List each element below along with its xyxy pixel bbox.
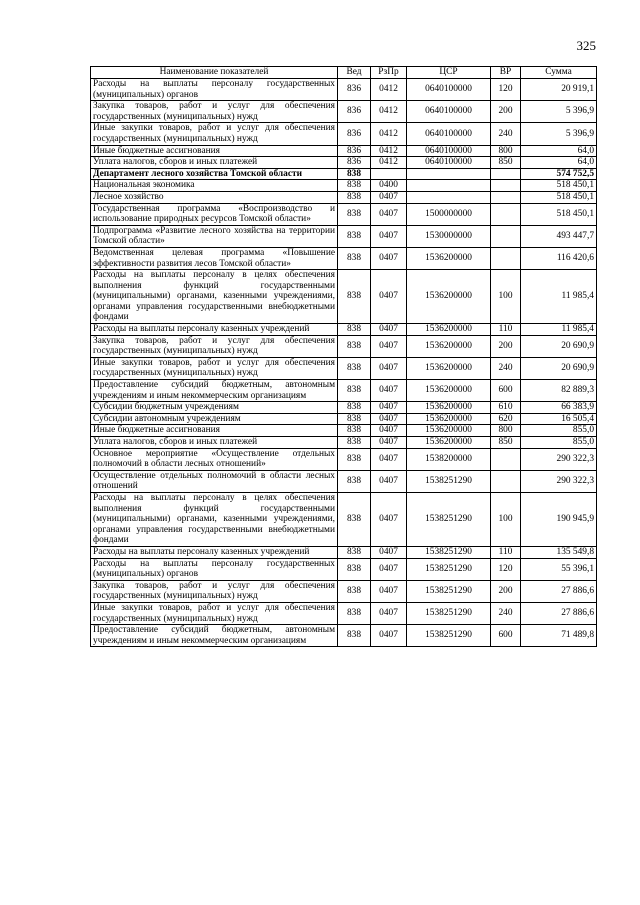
- cell-vr: 600: [491, 380, 521, 402]
- cell-name: Закупка товаров, работ и услуг для обеспечения государственных (муниципальных) нужд: [91, 580, 338, 602]
- cell-name: Расходы на выплаты персоналу казенных учреждений: [91, 324, 338, 336]
- cell-name: Расходы на выплаты персоналу казенных учреждений: [91, 546, 338, 558]
- header-sum: Сумма: [521, 67, 597, 79]
- cell-ved: 838: [338, 492, 371, 546]
- cell-ved: 838: [338, 602, 371, 624]
- cell-rzpr: 0407: [371, 558, 407, 580]
- cell-ved: 838: [338, 625, 371, 647]
- cell-name: Уплата налогов, сборов и иных платежей: [91, 157, 338, 169]
- cell-sum: 290 322,3: [521, 448, 597, 470]
- cell-ved: 838: [338, 413, 371, 425]
- cell-csr: 1500000000: [407, 203, 491, 225]
- cell-ved: 836: [338, 157, 371, 169]
- cell-csr: 0640100000: [407, 157, 491, 169]
- cell-csr: 1536200000: [407, 357, 491, 379]
- table-row: [91, 168, 597, 180]
- cell-rzpr: 0407: [371, 413, 407, 425]
- table-row: [91, 203, 597, 225]
- cell-name: Закупка товаров, работ и услуг для обеспечения государственных (муниципальных) нужд: [91, 101, 338, 123]
- table-row: [91, 79, 597, 101]
- cell-csr: 1536200000: [407, 324, 491, 336]
- cell-rzpr: 0407: [371, 448, 407, 470]
- cell-csr: 1538251290: [407, 470, 491, 492]
- cell-sum: 518 450,1: [521, 180, 597, 192]
- table-row: [91, 558, 597, 580]
- cell-ved: 838: [338, 448, 371, 470]
- table-row: [91, 470, 597, 492]
- cell-vr: [491, 448, 521, 470]
- cell-vr: 800: [491, 425, 521, 437]
- cell-rzpr: 0412: [371, 123, 407, 145]
- table-row: [91, 437, 597, 449]
- cell-csr: 0640100000: [407, 101, 491, 123]
- cell-ved: 838: [338, 203, 371, 225]
- cell-ved: 838: [338, 225, 371, 247]
- cell-vr: 610: [491, 402, 521, 414]
- cell-ved: 838: [338, 402, 371, 414]
- cell-csr: 1536200000: [407, 437, 491, 449]
- cell-csr: 0640100000: [407, 145, 491, 157]
- cell-csr: 0640100000: [407, 123, 491, 145]
- cell-sum: 190 945,9: [521, 492, 597, 546]
- cell-vr: 850: [491, 437, 521, 449]
- header-csr: ЦСР: [407, 67, 491, 79]
- cell-vr: 100: [491, 270, 521, 324]
- cell-name: Иные бюджетные ассигнования: [91, 145, 338, 157]
- cell-ved: 838: [338, 425, 371, 437]
- cell-ved: 836: [338, 145, 371, 157]
- table-row: [91, 448, 597, 470]
- cell-csr: 1538251290: [407, 625, 491, 647]
- cell-name: Расходы на выплаты персоналу государственных (муниципальных) органов: [91, 79, 338, 101]
- cell-ved: 838: [338, 270, 371, 324]
- cell-sum: 116 420,6: [521, 247, 597, 269]
- cell-ved: 838: [338, 580, 371, 602]
- cell-vr: 600: [491, 625, 521, 647]
- cell-name: Иные бюджетные ассигнования: [91, 425, 338, 437]
- cell-ved: 836: [338, 79, 371, 101]
- cell-name: Расходы на выплаты персоналу государственных (муниципальных) органов: [91, 558, 338, 580]
- cell-ved: 838: [338, 558, 371, 580]
- cell-rzpr: 0407: [371, 270, 407, 324]
- cell-csr: 0640100000: [407, 79, 491, 101]
- cell-vr: 200: [491, 101, 521, 123]
- table-row: [91, 357, 597, 379]
- cell-name: Субсидии бюджетным учреждениям: [91, 402, 338, 414]
- cell-name: Ведомственная целевая программа «Повышение эффективности развития лесов Томской области»: [91, 247, 338, 269]
- table-row: [91, 123, 597, 145]
- cell-sum: 5 396,9: [521, 101, 597, 123]
- cell-sum: 66 383,9: [521, 402, 597, 414]
- cell-name: Иные закупки товаров, работ и услуг для обеспечения государственных (муниципальных) нужд: [91, 357, 338, 379]
- cell-sum: 64,0: [521, 145, 597, 157]
- cell-sum: 55 396,1: [521, 558, 597, 580]
- cell-ved: 838: [338, 247, 371, 269]
- cell-csr: 1536200000: [407, 335, 491, 357]
- cell-vr: 240: [491, 602, 521, 624]
- table-row: [91, 270, 597, 324]
- table-row: [91, 324, 597, 336]
- cell-csr: 1538251290: [407, 546, 491, 558]
- header-vr: ВР: [491, 67, 521, 79]
- cell-ved: 838: [338, 168, 371, 180]
- cell-csr: [407, 168, 491, 180]
- table-row: [91, 413, 597, 425]
- cell-rzpr: 0407: [371, 203, 407, 225]
- cell-name: Уплата налогов, сборов и иных платежей: [91, 437, 338, 449]
- header-ved: Вед: [338, 67, 371, 79]
- table-row: [91, 380, 597, 402]
- cell-rzpr: 0412: [371, 145, 407, 157]
- cell-rzpr: 0407: [371, 335, 407, 357]
- table-row: [91, 492, 597, 546]
- cell-sum: 11 985,4: [521, 324, 597, 336]
- cell-name: Национальная экономика: [91, 180, 338, 192]
- cell-vr: [491, 191, 521, 203]
- cell-sum: 27 886,6: [521, 602, 597, 624]
- cell-ved: 838: [338, 470, 371, 492]
- cell-csr: 1536200000: [407, 270, 491, 324]
- cell-vr: [491, 168, 521, 180]
- cell-rzpr: 0407: [371, 470, 407, 492]
- table-row: [91, 225, 597, 247]
- cell-rzpr: 0407: [371, 625, 407, 647]
- cell-name: Расходы на выплаты персоналу в целях обеспечения выполнения функций государственными (муниципальными) органами, казенными учреждениями, органами управления государственными внебюджетными фондами: [91, 270, 338, 324]
- cell-rzpr: 0407: [371, 492, 407, 546]
- cell-sum: 27 886,6: [521, 580, 597, 602]
- table-row: [91, 180, 597, 192]
- cell-name: Осуществление отдельных полномочий в области лесных отношений: [91, 470, 338, 492]
- cell-rzpr: 0412: [371, 79, 407, 101]
- cell-ved: 836: [338, 123, 371, 145]
- cell-csr: 1538251290: [407, 492, 491, 546]
- cell-sum: 518 450,1: [521, 203, 597, 225]
- cell-sum: 64,0: [521, 157, 597, 169]
- table-row: [91, 602, 597, 624]
- cell-rzpr: 0400: [371, 180, 407, 192]
- cell-name: Государственная программа «Воспроизводство и использование природных ресурсов Томской области»: [91, 203, 338, 225]
- cell-vr: [491, 203, 521, 225]
- cell-vr: 240: [491, 123, 521, 145]
- cell-rzpr: [371, 168, 407, 180]
- cell-name: Субсидии автономным учреждениям: [91, 413, 338, 425]
- cell-sum: 11 985,4: [521, 270, 597, 324]
- cell-rzpr: 0407: [371, 546, 407, 558]
- cell-ved: 838: [338, 191, 371, 203]
- cell-rzpr: 0407: [371, 324, 407, 336]
- table-row: [91, 101, 597, 123]
- cell-sum: 20 690,9: [521, 335, 597, 357]
- cell-csr: 1538200000: [407, 448, 491, 470]
- cell-name: Предоставление субсидий бюджетным, автономным учреждениям и иным некоммерческим организациям: [91, 625, 338, 647]
- cell-name: Расходы на выплаты персоналу в целях обеспечения выполнения функций государственными (муниципальными) органами, казенными учреждениями, органами управления государственными внебюджетными фондами: [91, 492, 338, 546]
- cell-rzpr: 0407: [371, 380, 407, 402]
- cell-sum: 20 919,1: [521, 79, 597, 101]
- cell-csr: 1536200000: [407, 402, 491, 414]
- cell-sum: 574 752,5: [521, 168, 597, 180]
- cell-name: Лесное хозяйство: [91, 191, 338, 203]
- header-rzpr: РзПр: [371, 67, 407, 79]
- cell-rzpr: 0407: [371, 247, 407, 269]
- cell-rzpr: 0412: [371, 101, 407, 123]
- cell-ved: 838: [338, 546, 371, 558]
- cell-vr: 110: [491, 546, 521, 558]
- cell-ved: 838: [338, 324, 371, 336]
- cell-vr: 110: [491, 324, 521, 336]
- cell-sum: 290 322,3: [521, 470, 597, 492]
- cell-name: Предоставление субсидий бюджетным, автономным учреждениям и иным некоммерческим организациям: [91, 380, 338, 402]
- table-row: [91, 580, 597, 602]
- cell-csr: [407, 191, 491, 203]
- cell-vr: [491, 225, 521, 247]
- cell-vr: [491, 180, 521, 192]
- cell-name: Иные закупки товаров, работ и услуг для обеспечения государственных (муниципальных) нужд: [91, 602, 338, 624]
- cell-sum: 71 489,8: [521, 625, 597, 647]
- cell-csr: 1536200000: [407, 413, 491, 425]
- cell-vr: 850: [491, 157, 521, 169]
- page-number: 325: [576, 38, 596, 53]
- cell-sum: 518 450,1: [521, 191, 597, 203]
- cell-csr: 1536200000: [407, 425, 491, 437]
- cell-ved: 838: [338, 180, 371, 192]
- budget-table: [90, 66, 597, 647]
- cell-vr: [491, 247, 521, 269]
- cell-rzpr: 0407: [371, 191, 407, 203]
- cell-name: Департамент лесного хозяйства Томской области: [91, 168, 338, 180]
- cell-ved: 838: [338, 380, 371, 402]
- cell-vr: 100: [491, 492, 521, 546]
- cell-csr: 1536200000: [407, 247, 491, 269]
- cell-name: Подпрограмма «Развитие лесного хозяйства на территории Томской области»: [91, 225, 338, 247]
- cell-csr: [407, 180, 491, 192]
- table-row: [91, 145, 597, 157]
- cell-name: Иные закупки товаров, работ и услуг для обеспечения государственных (муниципальных) нужд: [91, 123, 338, 145]
- cell-vr: 200: [491, 580, 521, 602]
- cell-ved: 838: [338, 357, 371, 379]
- cell-vr: 200: [491, 335, 521, 357]
- cell-vr: [491, 470, 521, 492]
- header-name: Наименование показателей: [91, 67, 338, 79]
- table-row: [91, 191, 597, 203]
- table-row: [91, 625, 597, 647]
- cell-name: Закупка товаров, работ и услуг для обеспечения государственных (муниципальных) нужд: [91, 335, 338, 357]
- cell-ved: 836: [338, 101, 371, 123]
- cell-sum: 16 505,4: [521, 413, 597, 425]
- cell-vr: 240: [491, 357, 521, 379]
- table-row: [91, 425, 597, 437]
- cell-rzpr: 0407: [371, 225, 407, 247]
- cell-sum: 493 447,7: [521, 225, 597, 247]
- cell-sum: 855,0: [521, 437, 597, 449]
- cell-rzpr: 0407: [371, 437, 407, 449]
- cell-sum: 5 396,9: [521, 123, 597, 145]
- cell-rzpr: 0407: [371, 602, 407, 624]
- table-row: [91, 157, 597, 169]
- cell-vr: 800: [491, 145, 521, 157]
- cell-vr: 120: [491, 558, 521, 580]
- cell-csr: 1536200000: [407, 380, 491, 402]
- cell-sum: 855,0: [521, 425, 597, 437]
- cell-csr: 1538251290: [407, 602, 491, 624]
- cell-csr: 1538251290: [407, 580, 491, 602]
- cell-rzpr: 0407: [371, 402, 407, 414]
- table-row: [91, 402, 597, 414]
- cell-csr: 1530000000: [407, 225, 491, 247]
- cell-ved: 838: [338, 437, 371, 449]
- cell-rzpr: 0407: [371, 425, 407, 437]
- cell-sum: 20 690,9: [521, 357, 597, 379]
- cell-sum: 82 889,3: [521, 380, 597, 402]
- cell-rzpr: 0407: [371, 580, 407, 602]
- cell-name: Основное мероприятие «Осуществление отдельных полномочий в области лесных отношений»: [91, 448, 338, 470]
- cell-ved: 838: [338, 335, 371, 357]
- table-header-row: [91, 67, 597, 79]
- cell-rzpr: 0407: [371, 357, 407, 379]
- table-row: [91, 546, 597, 558]
- cell-rzpr: 0412: [371, 157, 407, 169]
- cell-vr: 120: [491, 79, 521, 101]
- cell-vr: 620: [491, 413, 521, 425]
- cell-sum: 135 549,8: [521, 546, 597, 558]
- table-row: [91, 335, 597, 357]
- cell-csr: 1538251290: [407, 558, 491, 580]
- table-row: [91, 247, 597, 269]
